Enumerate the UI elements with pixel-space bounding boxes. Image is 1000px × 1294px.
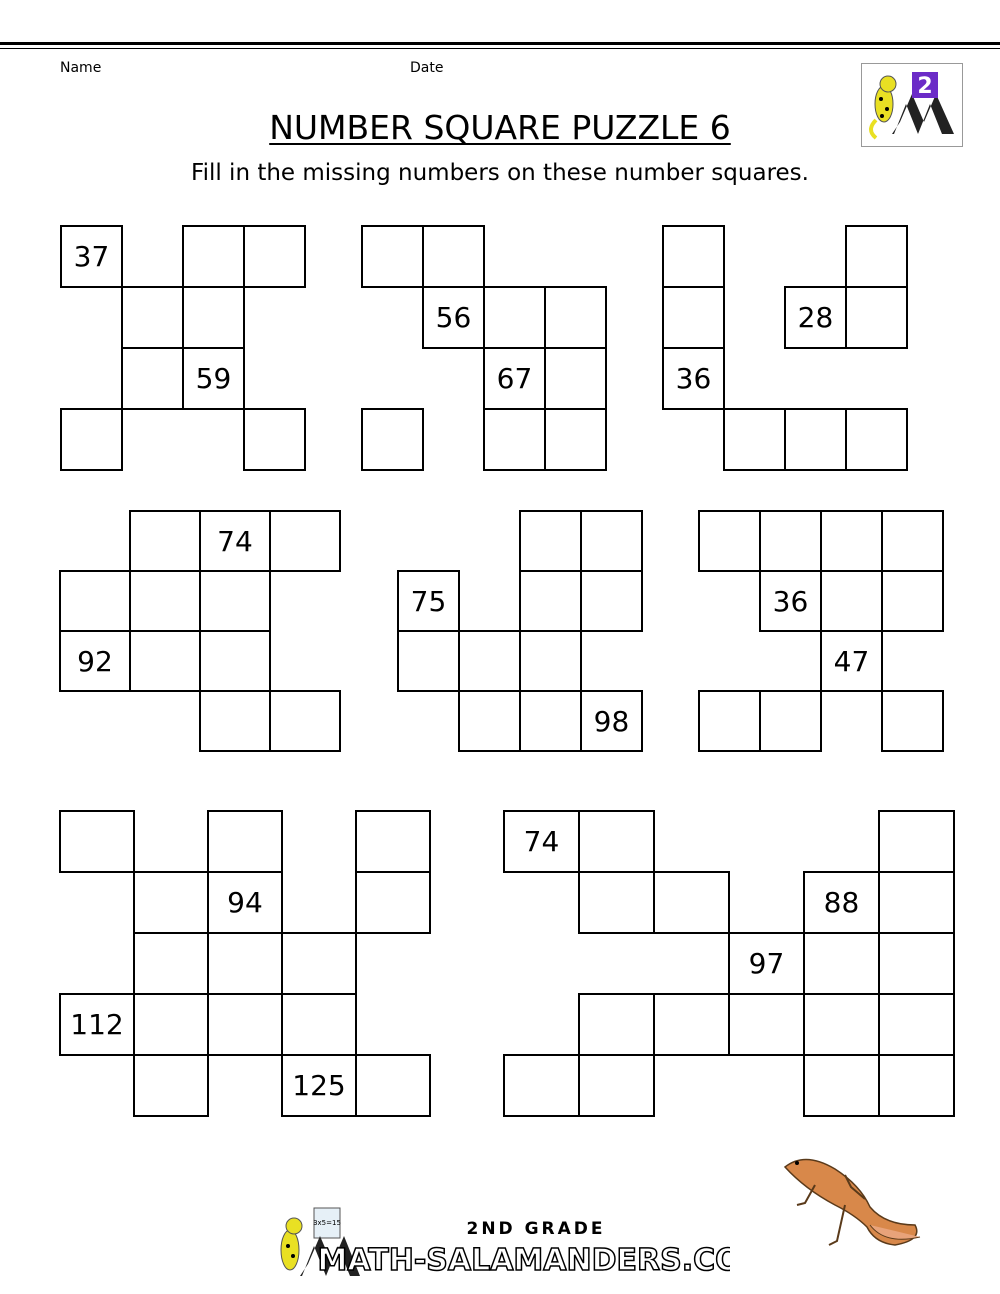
blank-number-cell[interactable] [878, 993, 955, 1056]
page-title-text: NUMBER SQUARE PUZZLE 6 [269, 108, 731, 147]
top-rule-thick [0, 42, 1000, 45]
given-number-cell: 47 [820, 630, 883, 692]
blank-number-cell[interactable] [207, 932, 283, 995]
blank-number-cell[interactable] [121, 347, 184, 410]
footer-logo [250, 1198, 730, 1278]
top-rule-thin [0, 48, 1000, 49]
blank-number-cell[interactable] [662, 225, 725, 288]
grade-badge-text: 2 [917, 74, 933, 99]
blank-number-cell[interactable] [59, 570, 131, 632]
blank-number-cell[interactable] [580, 510, 643, 572]
given-number-cell: 92 [59, 630, 131, 692]
blank-number-cell[interactable] [361, 408, 424, 471]
given-number-cell: 74 [503, 810, 580, 873]
given-number-cell: 56 [422, 286, 485, 349]
footer-grade-text: 2ND GRADE [466, 1219, 606, 1239]
blank-number-cell[interactable] [133, 993, 209, 1056]
blank-number-cell[interactable] [578, 993, 655, 1056]
blank-number-cell[interactable] [458, 630, 521, 692]
given-number-cell: 94 [207, 871, 283, 934]
blank-number-cell[interactable] [503, 1054, 580, 1117]
blank-number-cell[interactable] [243, 408, 306, 471]
blank-number-cell[interactable] [281, 993, 357, 1056]
blank-number-cell[interactable] [580, 570, 643, 632]
blank-number-cell[interactable] [878, 1054, 955, 1117]
blank-number-cell[interactable] [207, 810, 283, 873]
blank-number-cell[interactable] [121, 286, 184, 349]
blank-number-cell[interactable] [878, 932, 955, 995]
blank-number-cell[interactable] [845, 225, 908, 288]
blank-number-cell[interactable] [355, 810, 431, 873]
blank-number-cell[interactable] [881, 570, 944, 632]
blank-number-cell[interactable] [653, 993, 730, 1056]
page-title [0, 108, 1000, 147]
blank-number-cell[interactable] [483, 286, 546, 349]
blank-number-cell[interactable] [458, 690, 521, 752]
blank-number-cell[interactable] [133, 1054, 209, 1117]
blank-number-cell[interactable] [199, 630, 271, 692]
given-number-cell: 36 [759, 570, 822, 632]
salamander-illustration [775, 1145, 925, 1265]
blank-number-cell[interactable] [361, 225, 424, 288]
blank-number-cell[interactable] [578, 810, 655, 873]
blank-number-cell[interactable] [845, 286, 908, 349]
blank-number-cell[interactable] [519, 510, 582, 572]
given-number-cell: 28 [784, 286, 847, 349]
blank-number-cell[interactable] [803, 932, 880, 995]
instructions: Fill in the missing numbers on these number squares. [191, 160, 809, 186]
blank-number-cell[interactable] [207, 993, 283, 1056]
footer-board-text: 3x5=15 [313, 1219, 341, 1227]
footer-site-text: MATH-SALAMANDERS.COM [317, 1243, 730, 1278]
blank-number-cell[interactable] [878, 871, 955, 934]
blank-number-cell[interactable] [60, 408, 123, 471]
given-number-cell: 88 [803, 871, 880, 934]
blank-number-cell[interactable] [519, 570, 582, 632]
blank-number-cell[interactable] [578, 1054, 655, 1117]
given-number-cell: 125 [281, 1054, 357, 1117]
blank-number-cell[interactable] [728, 993, 805, 1056]
given-number-cell: 75 [397, 570, 460, 632]
blank-number-cell[interactable] [698, 510, 761, 572]
blank-number-cell[interactable] [519, 690, 582, 752]
given-number-cell: 112 [59, 993, 135, 1056]
blank-number-cell[interactable] [544, 347, 607, 410]
blank-number-cell[interactable] [129, 630, 201, 692]
blank-number-cell[interactable] [578, 871, 655, 934]
blank-number-cell[interactable] [881, 690, 944, 752]
blank-number-cell[interactable] [698, 690, 761, 752]
blank-number-cell[interactable] [182, 225, 245, 288]
blank-number-cell[interactable] [662, 286, 725, 349]
blank-number-cell[interactable] [199, 570, 271, 632]
blank-number-cell[interactable] [759, 510, 822, 572]
given-number-cell: 36 [662, 347, 725, 410]
blank-number-cell[interactable] [397, 630, 460, 692]
blank-number-cell[interactable] [133, 932, 209, 995]
blank-number-cell[interactable] [803, 1054, 880, 1117]
blank-number-cell[interactable] [422, 225, 485, 288]
name-label: Name [60, 60, 102, 76]
blank-number-cell[interactable] [544, 408, 607, 471]
blank-number-cell[interactable] [519, 630, 582, 692]
blank-number-cell[interactable] [878, 810, 955, 873]
blank-number-cell[interactable] [784, 408, 847, 471]
blank-number-cell[interactable] [182, 286, 245, 349]
given-number-cell: 59 [182, 347, 245, 410]
blank-number-cell[interactable] [723, 408, 786, 471]
blank-number-cell[interactable] [653, 871, 730, 934]
blank-number-cell[interactable] [133, 871, 209, 934]
given-number-cell: 97 [728, 932, 805, 995]
blank-number-cell[interactable] [820, 510, 883, 572]
blank-number-cell[interactable] [544, 286, 607, 349]
blank-number-cell[interactable] [243, 225, 306, 288]
blank-number-cell[interactable] [129, 570, 201, 632]
footer-salamander-logo-icon [250, 1198, 730, 1278]
blank-number-cell[interactable] [355, 1054, 431, 1117]
given-number-cell: 74 [199, 510, 271, 572]
blank-number-cell[interactable] [281, 932, 357, 995]
blank-number-cell[interactable] [759, 690, 822, 752]
blank-number-cell[interactable] [355, 871, 431, 934]
blank-number-cell[interactable] [199, 690, 271, 752]
blank-number-cell[interactable] [129, 510, 201, 572]
blank-number-cell[interactable] [269, 690, 341, 752]
date-label: Date [410, 60, 444, 76]
blank-number-cell[interactable] [803, 993, 880, 1056]
blank-number-cell[interactable] [59, 810, 135, 873]
blank-number-cell[interactable] [845, 408, 908, 471]
salamander-icon [775, 1145, 925, 1265]
given-number-cell: 67 [483, 347, 546, 410]
blank-number-cell[interactable] [881, 510, 944, 572]
given-number-cell: 98 [580, 690, 643, 752]
given-number-cell: 37 [60, 225, 123, 288]
blank-number-cell[interactable] [269, 510, 341, 572]
blank-number-cell[interactable] [483, 408, 546, 471]
